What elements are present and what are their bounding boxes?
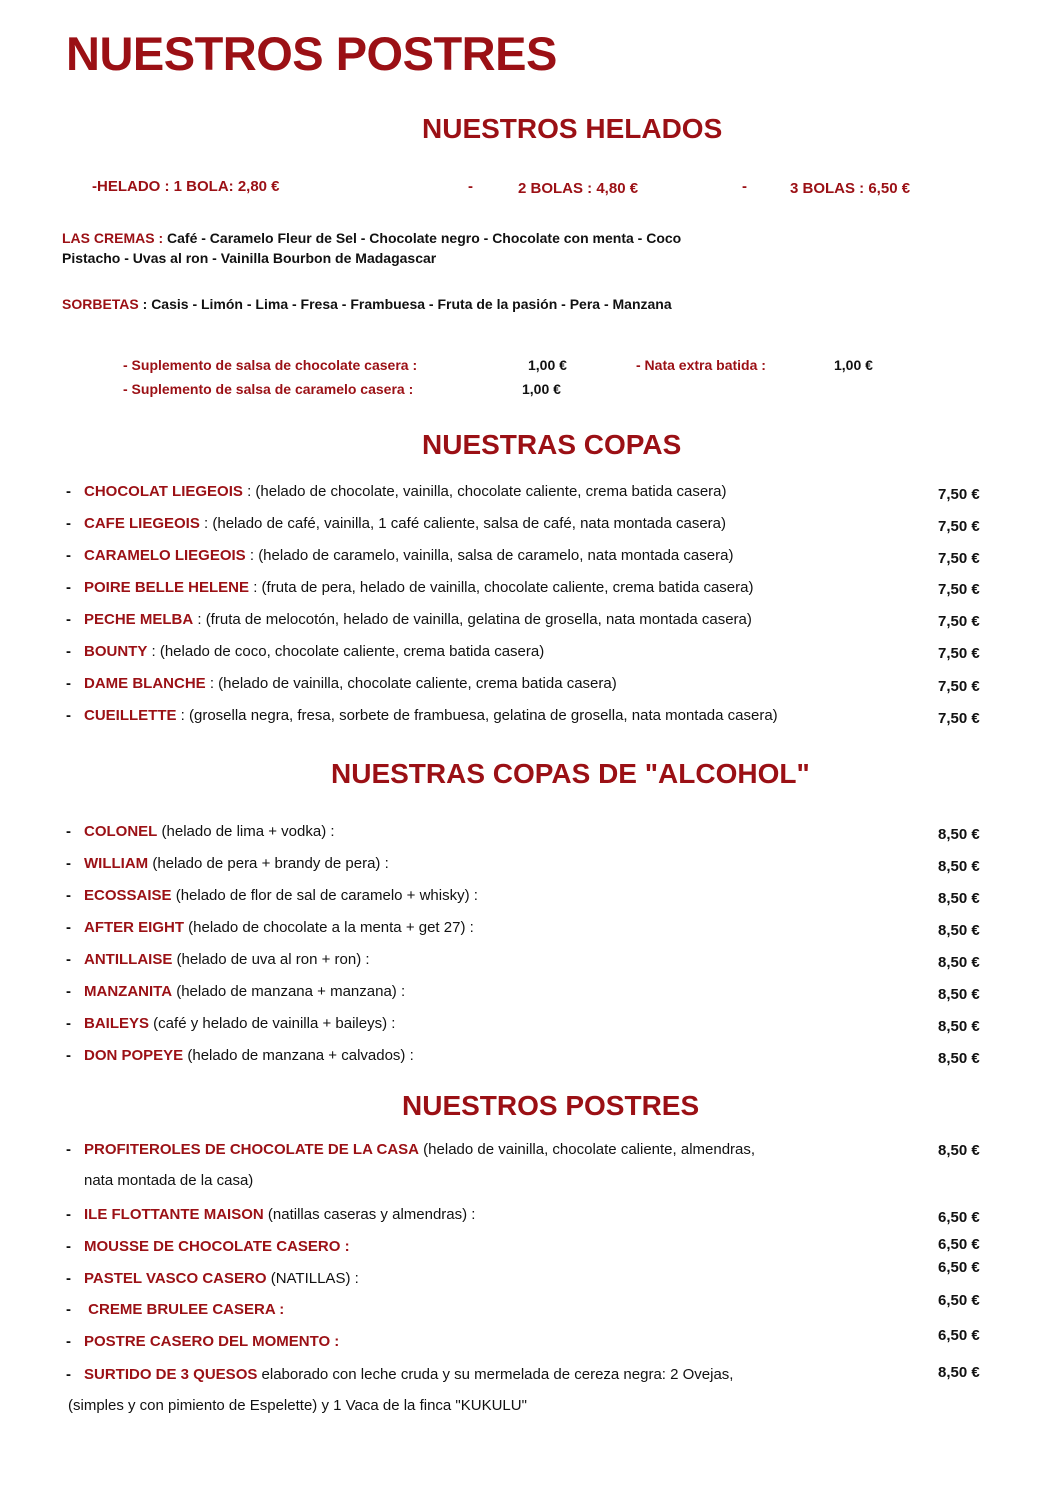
item-price: 7,50 € bbox=[938, 486, 980, 503]
menu-item-profiteroles: - PROFITEROLES DE CHOCOLATE DE LA CASA (helado de vainilla, chocolate caliente, almendras, bbox=[66, 1141, 756, 1158]
cremas-line bbox=[62, 230, 681, 246]
menu-item-ile-flottante: - ILE FLOTTANTE MAISON (natillas caseras y almendras) : bbox=[66, 1206, 476, 1223]
supplement-chocolate-price: 1,00 € bbox=[528, 357, 567, 373]
menu-item-quesos: - SURTIDO DE 3 QUESOS elaborado con leche cruda y su mermelada de cereza negra: 2 Ovejas, bbox=[66, 1366, 734, 1383]
sorbetas-line bbox=[62, 296, 672, 312]
menu-item: - CUEILLETTE : (grosella negra, fresa, sorbete de frambuesa, gelatina de grosella, nata montada casera) bbox=[66, 707, 778, 724]
section-title-alcohol: NUESTRAS COPAS DE "ALCOHOL" bbox=[331, 758, 810, 789]
supplement-caramel-label: - Suplemento de salsa de caramelo casera : bbox=[123, 381, 414, 397]
item-price: 7,50 € bbox=[938, 550, 980, 567]
item-price: 6,50 € bbox=[938, 1292, 980, 1309]
cremas-flavors: Café - Caramelo Fleur de Sel - Chocolate negro - Chocolate con menta - Coco bbox=[163, 230, 682, 246]
section-title-helados: NUESTROS HELADOS bbox=[422, 113, 723, 144]
menu-item: - BAILEYS (café y helado de vainilla + baileys) : bbox=[66, 1015, 396, 1032]
menu-item: - CHOCOLAT LIEGEOIS : (helado de chocolate, vainilla, chocolate caliente, crema batida casera) bbox=[66, 483, 727, 500]
menu-item: - BOUNTY : (helado de coco, chocolate caliente, crema batida casera) bbox=[66, 643, 545, 660]
item-price: 8,50 € bbox=[938, 890, 980, 907]
price-one-scoop: -HELADO : 1 BOLA: 2,80 € bbox=[92, 178, 280, 195]
item-price: 8,50 € bbox=[938, 1142, 980, 1159]
section-title-copas: NUESTRAS COPAS bbox=[422, 429, 682, 460]
item-price: 8,50 € bbox=[938, 986, 980, 1003]
item-price: 8,50 € bbox=[938, 954, 980, 971]
item-price: 7,50 € bbox=[938, 518, 980, 535]
section-title-postres: NUESTROS POSTRES bbox=[402, 1090, 700, 1121]
item-price: 6,50 € bbox=[938, 1327, 980, 1344]
item-price: 8,50 € bbox=[938, 1364, 980, 1381]
sorbetas-label: SORBETAS bbox=[62, 296, 139, 312]
item-price: 7,50 € bbox=[938, 581, 980, 598]
separator-dash: - bbox=[742, 178, 747, 195]
item-price: 8,50 € bbox=[938, 1018, 980, 1035]
menu-item-pastel-vasco: - PASTEL VASCO CASERO (NATILLAS) : bbox=[66, 1270, 359, 1287]
menu-item-postre-momento: - POSTRE CASERO DEL MOMENTO : bbox=[66, 1333, 340, 1350]
menu-item: - ECOSSAISE (helado de flor de sal de caramelo + whisky) : bbox=[66, 887, 478, 904]
menu-item: - COLONEL (helado de lima + vodka) : bbox=[66, 823, 335, 840]
menu-item: - PECHE MELBA : (fruta de melocotón, helado de vainilla, gelatina de grosella, nata montada casera) bbox=[66, 611, 752, 628]
menu-item: - CAFE LIEGEOIS : (helado de café, vainilla, 1 café caliente, salsa de café, nata montada casera) bbox=[66, 515, 727, 532]
supplement-caramel-price: 1,00 € bbox=[522, 381, 561, 397]
separator-dash: - bbox=[468, 178, 473, 195]
supplement-chocolate-label: - Suplemento de salsa de chocolate casera : bbox=[123, 357, 418, 373]
item-price: 6,50 € bbox=[938, 1236, 980, 1253]
item-description-cont: (simples y con pimiento de Espelette) y 1 Vaca de la finca "KUKULU" bbox=[68, 1397, 527, 1414]
menu-item: - ANTILLAISE (helado de uva al ron + ron) : bbox=[66, 951, 370, 968]
menu-item: - POIRE BELLE HELENE : (fruta de pera, helado de vainilla, chocolate caliente, crema batida casera) bbox=[66, 579, 754, 596]
sorbetas-flavors: : Casis - Limón - Lima - Fresa - Frambuesa - Fruta de la pasión - Pera - Manzana bbox=[138, 296, 672, 312]
price-two-scoops: 2 BOLAS : 4,80 € bbox=[518, 180, 639, 197]
item-price: 8,50 € bbox=[938, 826, 980, 843]
page-title: NUESTROS POSTRES bbox=[66, 27, 557, 80]
cremas-label: LAS CREMAS : bbox=[62, 230, 164, 246]
item-price: 8,50 € bbox=[938, 858, 980, 875]
item-price: 6,50 € bbox=[938, 1259, 980, 1276]
item-price: 6,50 € bbox=[938, 1209, 980, 1226]
menu-item: - MANZANITA (helado de manzana + manzana) : bbox=[66, 983, 406, 1000]
item-price: 7,50 € bbox=[938, 613, 980, 630]
menu-item: - WILLIAM (helado de pera + brandy de pera) : bbox=[66, 855, 389, 872]
supplement-cream-label: - Nata extra batida : bbox=[636, 357, 766, 373]
menu-item: - AFTER EIGHT (helado de chocolate a la menta + get 27) : bbox=[66, 919, 474, 936]
price-three-scoops: 3 BOLAS : 6,50 € bbox=[790, 180, 911, 197]
menu-item: - DAME BLANCHE : (helado de vainilla, chocolate caliente, crema batida casera) bbox=[66, 675, 617, 692]
menu-item: - CARAMELO LIEGEOIS : (helado de caramelo, vainilla, salsa de caramelo, nata montada casera) bbox=[66, 547, 734, 564]
menu-item-mousse: - MOUSSE DE CHOCOLATE CASERO : bbox=[66, 1238, 350, 1255]
supplement-cream-price: 1,00 € bbox=[834, 357, 873, 373]
item-description-cont: nata montada de la casa) bbox=[84, 1172, 254, 1189]
item-price: 7,50 € bbox=[938, 710, 980, 727]
menu-item: - DON POPEYE (helado de manzana + calvados) : bbox=[66, 1047, 414, 1064]
cremas-flavors-cont: Pistacho - Uvas al ron - Vainilla Bourbon de Madagascar bbox=[62, 250, 437, 266]
item-price: 8,50 € bbox=[938, 1050, 980, 1067]
item-price: 7,50 € bbox=[938, 678, 980, 695]
menu-item-creme-brulee: - CREME BRULEE CASERA : bbox=[66, 1301, 285, 1318]
item-price: 8,50 € bbox=[938, 922, 980, 939]
item-price: 7,50 € bbox=[938, 645, 980, 662]
